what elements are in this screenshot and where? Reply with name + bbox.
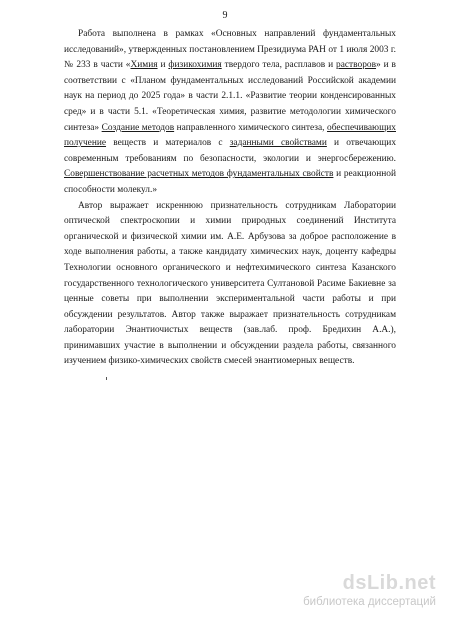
text-run: твердого тела, расплавов и — [221, 60, 337, 71]
stray-mark — [106, 377, 107, 380]
text-run: направленного химического синтеза, — [174, 122, 328, 133]
underlined-term: растворов — [336, 60, 377, 71]
funding-paragraph — [64, 27, 396, 199]
underlined-term: Создание методов — [101, 122, 175, 133]
text-run: веществ и материалов с — [106, 138, 230, 149]
underlined-term: физикохимия — [168, 60, 222, 71]
watermark-subtitle: библиотека диссертаций — [303, 596, 436, 608]
text-run: Работа выполнена в рамках «Основных направлений фундаментальных исследований», утвержденных постановлением Президиума РАН от 1 июля 2003 г. № 233 в части « — [64, 29, 396, 71]
underlined-term: Химия — [130, 60, 158, 71]
watermark — [303, 572, 436, 608]
text-run: и — [157, 60, 169, 71]
underlined-term: Совершенствование расчетных методов фундаментальных свойств — [64, 169, 334, 180]
text-run: » и в соответствии с «Планом фундаментальных исследований Российской академии наук на период до 2025 года» в части 2.1.1. «Развитие теории конденсированных сред» и в части 5.1. «Теоретическая химия, развитие методологии химического синтеза» — [64, 60, 396, 133]
watermark-logo: dsLib.net — [342, 572, 436, 594]
document-body — [64, 27, 396, 370]
page-number: 9 — [222, 10, 228, 21]
acknowledgements-paragraph: Автор выражает искреннюю признательность сотрудникам Лаборатории оптической спектроскопии и химии природных соединений Института органической и физической химии им. А.Е. Арбузова за доброе расположение в ходе выполнения работы, а также кандидату химических наук, доценту кафедры Технологии основного органического и нефтехимического синтеза Казанского государственного технологического университета Султановой Расиме Бакиевне за ценные советы при выполнении экспериментальной части работы и при обсуждении результатов. Автор также выражает признательность сотрудникам лаборатории Энантиочистых веществ (зав.лаб. проф. Бредихин А.А.), принимавших участие в выполнении и обсуждении раздела работы, связанного изучением физико-химических свойств смесей энантиомерных веществ. — [64, 200, 396, 367]
text-run: и отвечающих современным требованиям по безопасности, экологии и энергосбережению. — [64, 138, 397, 164]
underlined-term: заданными свойствами — [229, 138, 327, 149]
underlined-term: обеспечивающих получение — [64, 122, 396, 149]
text-run: и реакционной способности молекул.» — [64, 169, 396, 195]
